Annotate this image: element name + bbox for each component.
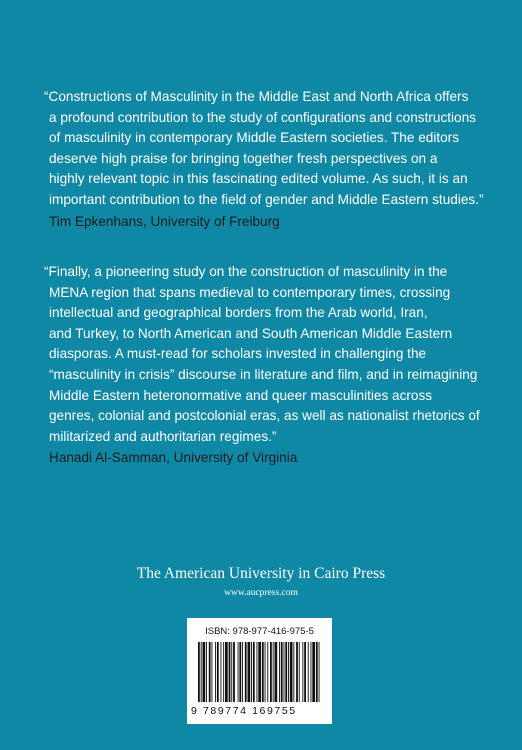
barcode-bar bbox=[304, 642, 306, 702]
barcode-bar bbox=[248, 642, 251, 702]
barcode-bar bbox=[308, 642, 309, 702]
barcode-bar bbox=[215, 642, 216, 702]
barcode-bars bbox=[197, 642, 322, 704]
barcode-bar bbox=[212, 642, 213, 702]
barcode-bar bbox=[293, 642, 294, 702]
quote-line: genres, colonial and postcolonial eras, as well as nationalist rhetorics of bbox=[49, 408, 480, 424]
barcode-bar bbox=[290, 642, 293, 702]
quote-line: “masculinity in crisis” discourse in literature and film, and in reimagining bbox=[49, 366, 478, 382]
barcode-bar bbox=[302, 642, 303, 702]
endorsement-quote-1 bbox=[44, 87, 484, 232]
publisher-url: www.aucpress.com bbox=[224, 588, 298, 598]
barcode-bar bbox=[275, 642, 278, 702]
quote-line: and Turkey, to North American and South American Middle Eastern bbox=[49, 325, 453, 341]
barcode-bar bbox=[251, 642, 252, 702]
quote-line: diasporas. A must-read for scholars invested in challenging the bbox=[49, 346, 427, 362]
isbn-label: ISBN: 978-977-416-975-5 bbox=[205, 626, 314, 637]
barcode-bar bbox=[203, 642, 206, 702]
barcode-bar bbox=[225, 642, 228, 702]
barcode-bar bbox=[223, 642, 224, 702]
barcode-bar bbox=[273, 642, 274, 702]
barcode-bar bbox=[217, 642, 219, 702]
barcode-bar bbox=[281, 642, 283, 702]
quote-line: a profound contribution to the study of configurations and constructions bbox=[49, 109, 476, 125]
quote-line: intellectual and geographical borders from the Arab world, Iran, bbox=[49, 305, 428, 321]
barcode-bar bbox=[257, 642, 258, 702]
barcode-bar bbox=[262, 642, 264, 702]
barcode-bar bbox=[285, 642, 287, 702]
barcode-bar bbox=[238, 642, 239, 702]
quote-attribution: Hanadi Al-Samman, University of Virginia bbox=[49, 450, 298, 466]
barcode-bar bbox=[258, 642, 261, 702]
barcode-bar bbox=[253, 642, 255, 702]
barcode-bar bbox=[242, 642, 243, 702]
barcode-bar bbox=[233, 642, 235, 702]
endorsement-quote-2 bbox=[44, 262, 484, 469]
quote-line: “Finally, a pioneering study on the construction of masculinity in the bbox=[44, 264, 448, 279]
barcode-bar bbox=[239, 642, 241, 702]
barcode-bar bbox=[312, 642, 315, 702]
barcode-bar bbox=[201, 642, 202, 702]
isbn-barcode bbox=[187, 618, 332, 724]
barcode-bar bbox=[270, 642, 272, 702]
barcode-bar bbox=[229, 642, 231, 702]
barcode-bar bbox=[288, 642, 289, 702]
quote-line: MENA region that spans medieval to contemporary times, crossing bbox=[49, 284, 451, 300]
quote-attribution: Tim Epkenhans, University of Freiburg bbox=[49, 213, 280, 229]
barcode-bar bbox=[316, 642, 318, 702]
barcode-bar bbox=[296, 642, 298, 702]
barcode-bar bbox=[206, 642, 207, 702]
barcode-bar bbox=[284, 642, 285, 702]
quote-line: “Constructions of Masculinity in the Middle East and North Africa offers bbox=[44, 89, 469, 104]
barcode-digits: 9 789774 169755 bbox=[191, 705, 297, 717]
barcode-bar bbox=[319, 642, 320, 702]
quote-line: deserve high praise for bringing together fresh perspectives on a bbox=[49, 150, 438, 166]
barcode-bar bbox=[311, 642, 312, 702]
quote-line: militarized and authoritarian regimes.” bbox=[49, 428, 277, 444]
barcode-bar bbox=[231, 642, 232, 702]
barcode-bar bbox=[198, 642, 200, 702]
barcode-bar bbox=[221, 642, 222, 702]
barcode-bar bbox=[279, 642, 280, 702]
quote-line: important contribution to the field of gender and Middle Eastern studies.” bbox=[49, 191, 484, 207]
publisher-name: The American University in Cairo Press bbox=[136, 565, 386, 582]
barcode-bar bbox=[267, 642, 268, 702]
quote-line: highly relevant topic in this fascinating edited volume. As such, it is an bbox=[49, 171, 468, 187]
barcode-bar bbox=[265, 642, 266, 702]
quote-line: of masculinity in contemporary Middle Eastern societies. The editors bbox=[49, 130, 460, 146]
barcode-bar bbox=[209, 642, 211, 702]
barcode-bar bbox=[245, 642, 247, 702]
quote-line: Middle Eastern heteronormative and queer masculinities across bbox=[49, 387, 433, 403]
barcode-bar bbox=[299, 642, 300, 702]
